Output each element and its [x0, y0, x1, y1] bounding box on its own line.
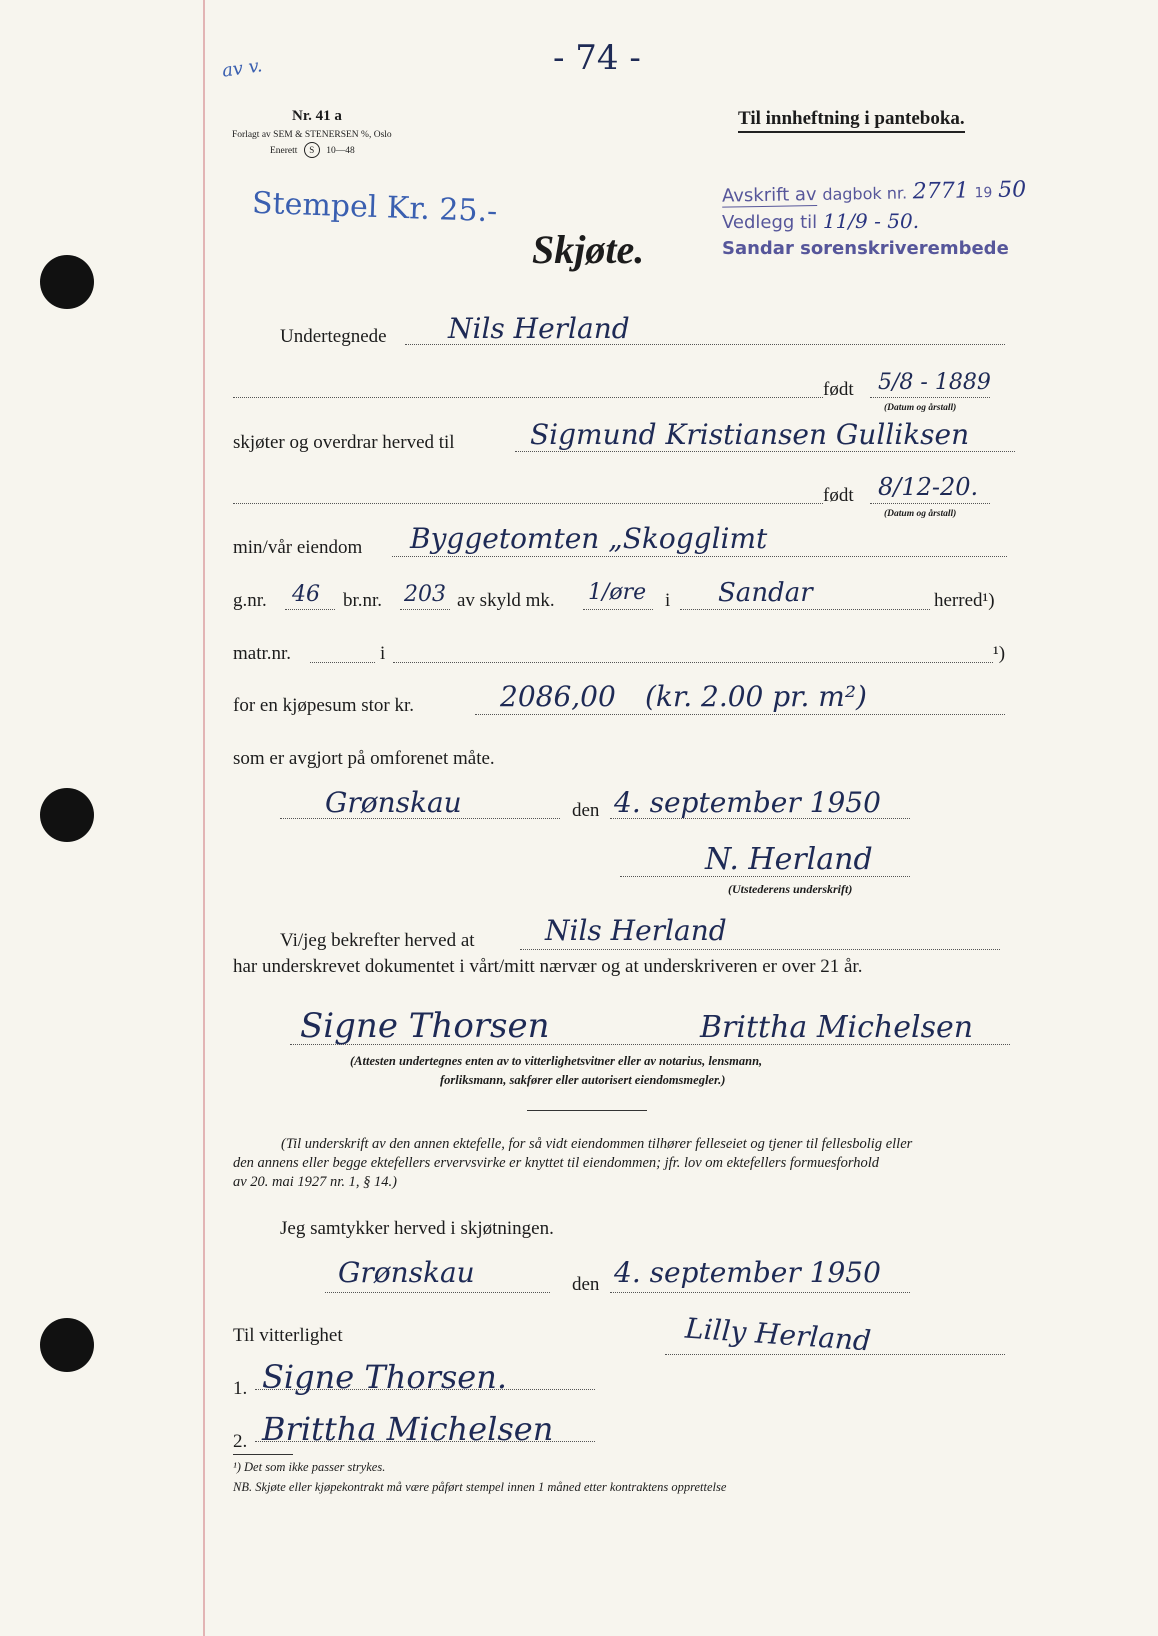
brnr-label: br.nr.	[343, 590, 383, 611]
dotted-line	[520, 949, 1000, 950]
consent-date: 4. september 1950	[614, 1256, 881, 1289]
witness-1-signature: Signe Thorsen.	[262, 1358, 508, 1396]
dotted-line	[233, 397, 823, 398]
stamp-journal-number: 2771	[912, 178, 970, 205]
dotted-line	[400, 609, 450, 610]
witness-signature: Brittha Michelsen	[700, 1010, 974, 1045]
punch-hole	[40, 255, 94, 309]
dotted-line	[583, 609, 653, 610]
dotted-line	[285, 609, 335, 610]
matr-i: i	[380, 643, 386, 664]
skyld-value: 1/øre	[588, 580, 647, 605]
property-value: Byggetomten „Skogglimt	[410, 522, 768, 555]
stamp-text: 19	[974, 184, 993, 202]
place-value: Grønskau	[325, 786, 462, 819]
brnr-value: 203	[404, 582, 446, 607]
page-number: - 74 -	[553, 38, 641, 78]
footnote: NB. Skjøte eller kjøpekontrakt må være påført stempel innen 1 måned etter kontraktens opprettelse	[233, 1480, 727, 1494]
attestation-note: (Attesten undertegnes enten av to vitterlighetsvitner eller av notarius, lensmann,	[350, 1054, 763, 1068]
stamp-label: Vedlegg til	[722, 212, 818, 233]
footnote: ¹) Det som ikke passer strykes.	[233, 1460, 386, 1474]
seller-signature: N. Herland	[705, 842, 873, 877]
transfer-label: skjøter og overdrar herved til	[233, 432, 455, 453]
dotted-line	[515, 451, 1015, 452]
document-title: Skjøte.	[532, 227, 645, 272]
seller-born-value: 5/8 - 1889	[878, 370, 991, 395]
dotted-line	[680, 609, 930, 610]
buyer-born-value: 8/12-20.	[878, 473, 979, 501]
confirm-text: har underskrevet dokumentet i vårt/mitt nærvær og at underskriveren er over 21 år.	[233, 956, 863, 977]
punch-hole	[40, 788, 94, 842]
price-note: (kr. 2.00 pr. m²)	[645, 680, 867, 713]
witness-1-number: 1.	[233, 1378, 248, 1399]
undersigned-label: Undertegnede	[280, 326, 387, 347]
settled-text: som er avgjort på omforenet måte.	[233, 748, 495, 769]
buyer-value: Sigmund Kristiansen Gulliksen	[530, 418, 970, 451]
publisher-edition: 10—48	[326, 146, 355, 156]
publisher-logo-icon: S	[304, 142, 320, 158]
consent-place: Grønskau	[338, 1256, 475, 1289]
stamp-label: Avskrift av	[721, 184, 817, 207]
date-value: 4. september 1950	[614, 786, 881, 819]
spouse-note	[233, 1135, 1013, 1192]
born-hint: (Datum og årstall)	[884, 403, 957, 413]
undersigned-value: Nils Herland	[448, 312, 630, 345]
born-label: født	[823, 379, 854, 400]
gnr-value: 46	[292, 582, 320, 607]
footnote-divider	[233, 1454, 293, 1455]
dotted-line	[475, 714, 1005, 715]
dotted-line	[310, 662, 375, 663]
title-right: Til innheftning i panteboka.	[738, 108, 965, 133]
herred-label: herred¹)	[934, 590, 995, 611]
witness-2-number: 2.	[233, 1431, 248, 1452]
pencil-mark: av v.	[220, 55, 264, 82]
witness-label: Til vitterlighet	[233, 1325, 343, 1346]
publisher-enerett: Enerett	[270, 146, 298, 156]
dotted-line	[325, 1292, 550, 1293]
price-value: 2086,00	[500, 680, 616, 713]
stamp-duty: Stempel Kr. 25.-	[251, 185, 498, 230]
dotted-line	[233, 503, 823, 504]
margin-line	[203, 0, 205, 1636]
consent-den-label: den	[572, 1274, 600, 1295]
matr-end: ¹)	[993, 643, 1006, 664]
dotted-line	[393, 662, 993, 663]
spouse-signature: Lilly Herland	[684, 1311, 873, 1358]
dotted-line	[610, 1292, 910, 1293]
publisher-line: Forlagt av SEM & STENERSEN %, Oslo	[232, 130, 392, 140]
signature-hint: (Utstederens underskrift)	[728, 882, 853, 896]
spouse-note-line: av 20. mai 1927 nr. 1, § 14.)	[233, 1174, 397, 1190]
den-label: den	[572, 800, 600, 821]
stamp-text: dagbok nr.	[822, 183, 908, 204]
property-label: min/vår eiendom	[233, 537, 363, 558]
stamp-date: 11/9 - 50.	[822, 209, 920, 233]
registry-stamp	[721, 177, 1027, 262]
skyld-label: av skyld mk.	[457, 590, 555, 611]
dotted-line	[392, 556, 1007, 557]
stamp-journal-year: 50	[997, 177, 1027, 203]
born-hint: (Datum og årstall)	[884, 509, 957, 519]
witness-signature: Signe Thorsen	[300, 1006, 550, 1046]
divider	[527, 1110, 647, 1111]
matr-label: matr.nr.	[233, 643, 292, 664]
spouse-note-line: den annens eller begge ektefellers ervervsvirke er knyttet til eiendommen; jfr. lov om ektefellers formuesforhold	[233, 1155, 879, 1171]
stamp-office: Sandar sorenskriverembede	[722, 238, 1009, 259]
dotted-line	[870, 503, 990, 504]
born-label: født	[823, 485, 854, 506]
publisher-line	[270, 142, 355, 158]
spouse-note-line: (Til underskrift av den annen ektefelle, for så vidt eiendommen tilhører felleseiet og tjener til fellesbolig eller	[281, 1136, 913, 1152]
confirm-label: Vi/jeg bekrefter herved at	[280, 930, 475, 951]
confirm-name: Nils Herland	[545, 914, 727, 947]
form-number: Nr. 41 a	[292, 108, 342, 124]
gnr-label: g.nr.	[233, 590, 267, 611]
i-label: i	[665, 590, 671, 611]
dotted-line	[870, 397, 990, 398]
witness-2-signature: Brittha Michelsen	[262, 1410, 554, 1448]
punch-hole	[40, 1318, 94, 1372]
attestation-note: forliksmann, sakfører eller autorisert eiendomsmegler.)	[440, 1073, 726, 1087]
consent-text: Jeg samtykker herved i skjøtningen.	[280, 1218, 554, 1239]
price-label: for en kjøpesum stor kr.	[233, 695, 415, 716]
herred-value: Sandar	[718, 578, 813, 608]
